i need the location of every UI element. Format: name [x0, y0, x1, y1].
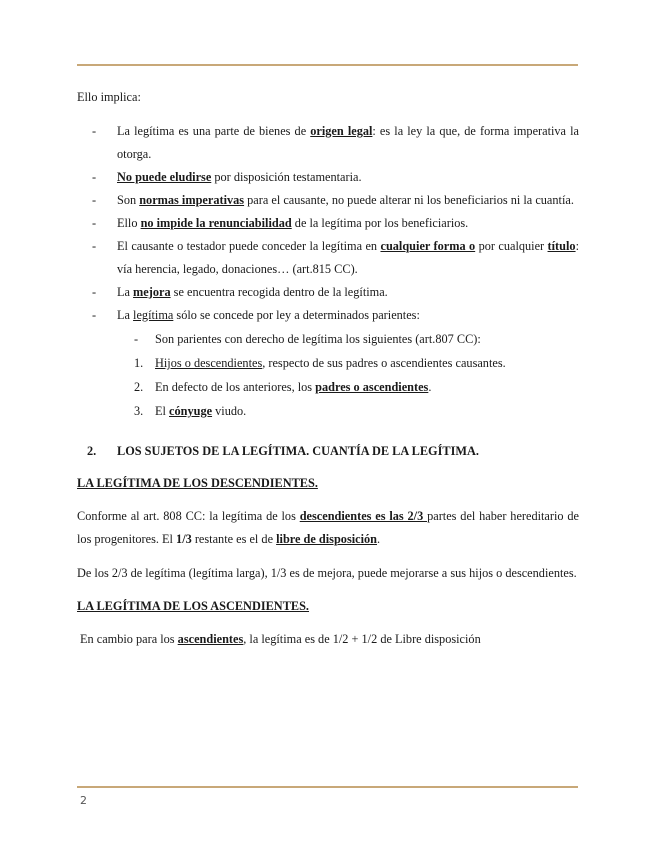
sub-marker: 2.: [134, 380, 144, 394]
sub-list-item: 3. El cónyuge viudo.: [77, 399, 579, 423]
intro-text: Ello implica:: [77, 90, 141, 104]
bullet-marker: -: [92, 193, 97, 207]
emphasis: normas imperativas: [139, 193, 245, 207]
bullet-marker: -: [92, 308, 97, 322]
emphasis: ascendientes: [177, 632, 244, 646]
bullet-marker: -: [92, 239, 97, 253]
list-item: - La mejora se encuentra recogida dentro de la legítima.: [77, 281, 579, 304]
section-title: LOS SUJETOS DE LA LEGÍTIMA. CUANTÍA DE LA LEGÍTIMA.: [117, 444, 479, 458]
sub-marker: 3.: [134, 404, 144, 418]
sub-marker: -: [134, 332, 139, 346]
footer-rule: [77, 786, 578, 788]
subheading-ascendientes: LA LEGÍTIMA DE LOS ASCENDIENTES.: [77, 599, 310, 613]
sub-list-item: - Son parientes con derecho de legítima los siguientes (art.807 CC):: [77, 327, 579, 351]
header-rule: [77, 64, 578, 66]
underlined-term: legítima: [133, 308, 174, 322]
emphasis: cualquier forma o: [380, 239, 476, 253]
emphasis: 1/3: [176, 532, 192, 546]
emphasis: cónyuge: [169, 404, 213, 418]
bullet-marker: -: [92, 124, 97, 138]
paragraph: De los 2/3 de legítima (legítima larga), 1/3 es de mejora, puede mejorarse a sus hijos o descendientes.: [77, 566, 577, 580]
emphasis: no impide la renunciabilidad: [140, 216, 292, 230]
subheading-descendientes: LA LEGÍTIMA DE LOS DESCENDIENTES.: [77, 476, 318, 490]
section-number: 2.: [87, 444, 97, 458]
page-number: 2: [80, 794, 87, 807]
list-item: - La legítima sólo se concede por ley a determinados parientes:: [77, 304, 579, 327]
emphasis: libre de disposición: [276, 532, 378, 546]
emphasis: título: [547, 239, 576, 253]
section-heading: [77, 440, 579, 463]
list-item: - Son normas imperativas para el causante, no puede alterar ni los beneficiarios ni la cuantía.: [77, 189, 579, 212]
emphasis: mejora: [133, 285, 171, 299]
sub-marker: 1.: [134, 356, 144, 370]
paragraph: Conforme al art. 808 CC: la legítima de los descendientes es las 2/3 partes del haber hereditario de los progenitores. El 1/3 restante es el de libre de disposición.: [77, 509, 579, 546]
emphasis: No puede eludirse: [117, 170, 212, 184]
paragraph: En cambio para los ascendientes, la legítima es de 1/2 + 1/2 de Libre disposición: [80, 632, 481, 646]
underlined-term: Hijos o descendientes: [155, 356, 263, 370]
list-item: - La legítima es una parte de bienes de origen legal: es la ley la que, de forma imperativa la otorga.: [77, 120, 579, 166]
list-item: - El causante o testador puede conceder la legítima en cualquier forma o por cualquier título: vía herencia, legado, donaciones… (art.815 CC).: [77, 235, 579, 281]
bullet-marker: -: [92, 285, 97, 299]
bullet-marker: -: [92, 216, 97, 230]
emphasis: origen legal: [310, 124, 373, 138]
sub-list-item: 2. En defecto de los anteriores, los padres o ascendientes.: [77, 375, 579, 399]
document-body: [77, 86, 579, 651]
list-item: - No puede eludirse por disposición testamentaria.: [77, 166, 579, 189]
emphasis: descendientes es las 2/3: [299, 509, 428, 523]
list-item: - Ello no impide la renunciabilidad de la legítima por los beneficiarios.: [77, 212, 579, 235]
emphasis: padres o ascendientes: [315, 380, 429, 394]
bullet-marker: -: [92, 170, 97, 184]
sub-list-item: 1. Hijos o descendientes, respecto de sus padres o ascendientes causantes.: [77, 351, 579, 375]
